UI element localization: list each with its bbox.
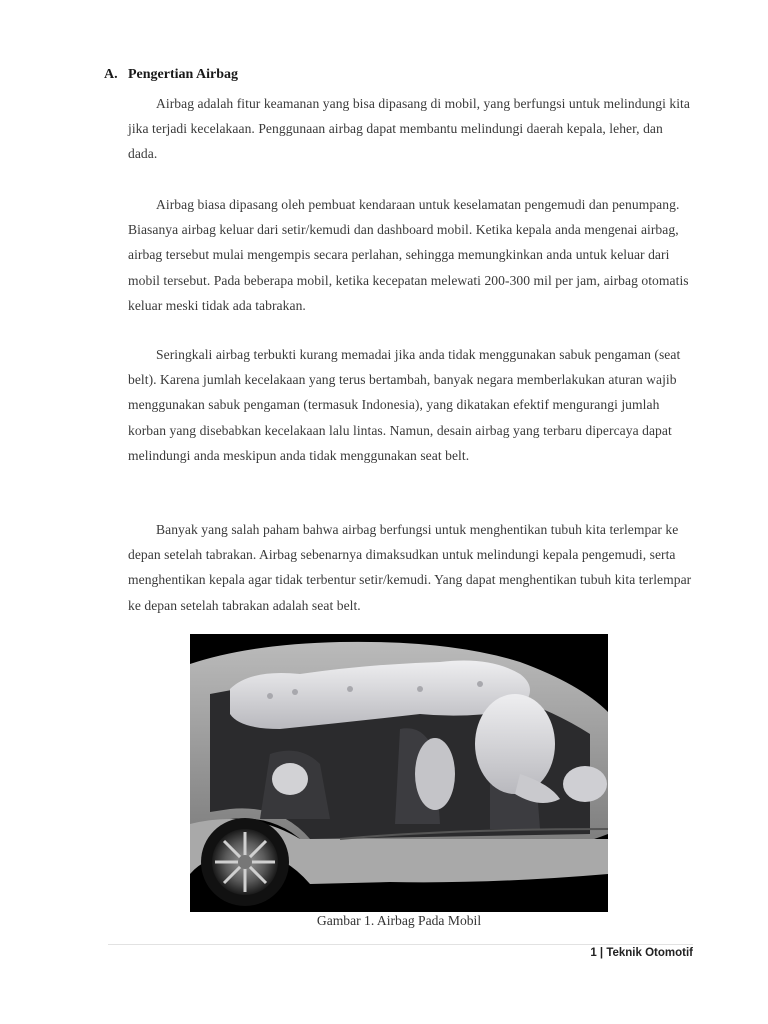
- section-title: Pengertian Airbag: [128, 67, 239, 82]
- paragraph-1: Airbag adalah fitur keamanan yang bisa dipasang di mobil, yang berfungsi untuk melindungi kita jika terjadi kecelakaan. Penggunaan airbag dapat membantu melindungi daerah kepala, leher, dan dada.: [128, 96, 690, 162]
- section-heading: [104, 67, 238, 83]
- paragraph-4: Banyak yang salah paham bahwa airbag berfungsi untuk menghentikan tubuh kita terlempar ke depan setelah tabrakan. Airbag sebenarnya dimaksudkan untuk melindungi kepala pengemudi, serta menghentikan kepala agar tidak terbentur setir/kemudi. Yang dapat menghentikan tubuh kita terlempar ke depan setelah tabrakan adalah seat belt.: [128, 522, 692, 613]
- car-cutaway-illustration: [190, 634, 608, 912]
- figure-caption: Gambar 1. Airbag Pada Mobil: [316, 913, 482, 928]
- airbag-car-image: [190, 634, 608, 912]
- paragraph-3: Seringkali airbag terbukti kurang memadai jika anda tidak menggunakan sabuk pengaman (seat belt). Karena jumlah kecelakaan yang terus bertambah, banyak negara memberlakukan aturan wajib menggunakan sabuk pengaman (termasuk Indonesia), yang dikatakan efektif mengurangi jumlah korban yang disebabkan kecelakaan lalu lintas. Namun, desain airbag yang terbaru dipercaya dapat melindungi anda meskipun anda tidak menggunakan seat belt.: [128, 347, 681, 463]
- page-footer: 1 | Teknik Otomotif: [590, 947, 693, 959]
- paragraph-2: Airbag biasa dipasang oleh pembuat kendaraan untuk keselamatan pengemudi dan penumpang. Biasanya airbag keluar dari setir/kemudi dan dashboard mobil. Ketika kepala anda mengenai airbag, airbag tersebut mulai mengempis secara perlahan, sehingga memungkinkan anda untuk keluar dari mobil tersebut. Pada beberapa mobil, ketika kecepatan melewati 200-300 mil per jam, airbag otomatis keluar meski tidak ada tabrakan.: [128, 197, 689, 313]
- section-number: A.: [104, 67, 118, 82]
- footer-divider: [108, 944, 693, 945]
